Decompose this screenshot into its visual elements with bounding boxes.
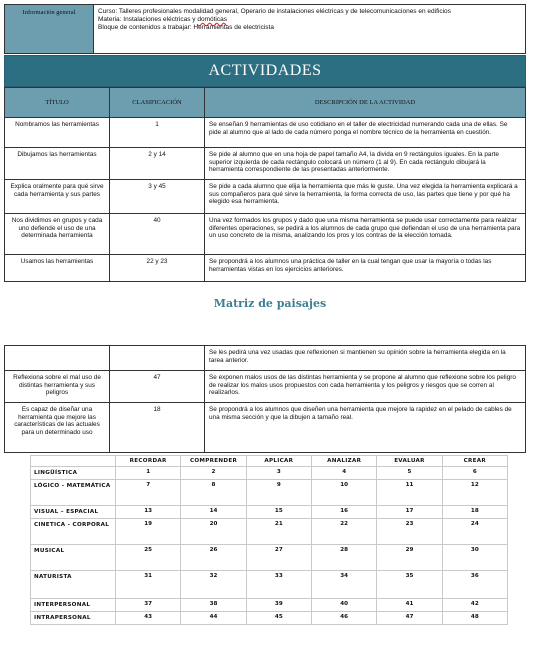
matrix-row-label: LÓGICO - MATEMÁTICA: [31, 480, 116, 506]
figure-caption: Matriz de paisajes: [213, 297, 327, 310]
table-row: [5, 403, 526, 453]
row-title: Usamos las herramientas: [5, 255, 110, 282]
matrix-cell: 33: [246, 571, 311, 599]
matrix-cell: 25: [116, 545, 181, 571]
matrix-cell: 38: [181, 599, 246, 612]
matrix-cell: 44: [181, 612, 246, 625]
row-description: Se exponen malos usos de las distintas herramienta y se propone al alumno que reflexione sobre los peligro de realizar los malos usos propuestos con cada herramienta y los peligros y riesgos que se corren al realizarlos.: [205, 371, 526, 403]
course-line: Curso: Talleres profesionales modalidad general, Operario de instalaciones eléctricas y de telecomunicaciones en edificios: [98, 8, 451, 15]
row-classification: 3 y 45: [110, 180, 205, 214]
table-row: [5, 255, 526, 282]
matrix-cell: 30: [442, 545, 507, 571]
matrix-row: [31, 480, 508, 506]
row-description: Se enseñan 9 herramientas de uso cotidiano en el taller de electricidad numerando cada una de ellas. Se pide al alumno que al lado de cada número ponga el nombre técnico de la herramienta en cuestión.: [205, 118, 526, 148]
matrix-row-label: VISUAL – ESPACIAL: [31, 506, 116, 519]
row-classification: 1: [110, 118, 205, 148]
matrix-corner: [31, 456, 116, 467]
matrix-cell: 46: [311, 612, 376, 625]
matrix-cell: 37: [116, 599, 181, 612]
table-row: [5, 346, 526, 371]
matrix-row-label: CINETICA - CORPORAL: [31, 519, 116, 545]
matrix-row: [31, 571, 508, 599]
matrix-cell: 41: [377, 599, 442, 612]
header-description: DESCRIPCIÓN DE LA ACTIVIDAD: [205, 88, 526, 118]
matrix-cell: 3: [246, 467, 311, 480]
matrix-cell: 13: [116, 506, 181, 519]
content-block-line: Bloque de contenidos a trabajar: Herramientas de electricista: [98, 24, 274, 31]
row-title: Dibujamos las herramientas: [5, 148, 110, 180]
matrix-cell: 18: [442, 506, 507, 519]
activities-table-continued: [4, 345, 526, 453]
matrix-cell: 6: [442, 467, 507, 480]
matrix-cell: 23: [377, 519, 442, 545]
row-classification: 2 y 14: [110, 148, 205, 180]
matrix-cell: 40: [311, 599, 376, 612]
matrix-row-label: INTERPERSONAL: [31, 599, 116, 612]
matrix-row-label: LINGÜÍSTICA: [31, 467, 116, 480]
matrix-cell: 19: [116, 519, 181, 545]
row-description: Se pide al alumno que en una hoja de papel tamaño A4, la divida en 9 rectángulos iguales. En la parte superior izquierda de cada rectángulo colocará un número (1 al 9). En cada rectángulo dibujará la herramienta correspondiente de las presentadas anteriormente.: [205, 148, 526, 180]
matrix-row: [31, 506, 508, 519]
matrix-col-header: ANALIZAR: [311, 456, 376, 467]
matrix-cell: 35: [377, 571, 442, 599]
matrix-cell: 36: [442, 571, 507, 599]
subject-line: Materia: Instalaciones eléctricas y domóticas: [98, 16, 227, 23]
table-row: [5, 371, 526, 403]
matrix-cell: 43: [116, 612, 181, 625]
matrix-col-header: EVALUAR: [377, 456, 442, 467]
matrix-cell: 12: [442, 480, 507, 506]
row-classification: 47: [110, 371, 205, 403]
matrix-cell: 27: [246, 545, 311, 571]
row-title: Es capaz de diseñar una herramienta que mejore las características de las actuales para un determinado uso: [5, 403, 110, 453]
row-description: Se propondrá a los alumnos una práctica de taller en la cual tengan que usar la mayoría o todas las herramientas vistas en los ejercicios anteriores.: [205, 255, 526, 282]
matrix-cell: 17: [377, 506, 442, 519]
row-classification: [110, 346, 205, 371]
row-classification: 40: [110, 214, 205, 255]
table-row: [5, 214, 526, 255]
matrix-col-header: RECORDAR: [116, 456, 181, 467]
matrix-cell: 16: [311, 506, 376, 519]
matrix-cell: 32: [181, 571, 246, 599]
spellcheck-word: domóticas: [197, 16, 227, 23]
matrix-cell: 24: [442, 519, 507, 545]
matrix-col-header: APLICAR: [246, 456, 311, 467]
row-description: Se pide a cada alumno que elija la herramienta que más le guste. Una vez elegida la herramienta explicará a sus compañeros para qué sirve la herramienta, la forma correcta de uso, las partes que tiene y por qué ha elegido esa herramienta.: [205, 180, 526, 214]
matrix-cell: 39: [246, 599, 311, 612]
row-title: Nos dividimos en grupos y cada uno defiende el uso de una determinada herramienta: [5, 214, 110, 255]
header-title: TÍTULO: [5, 88, 110, 118]
matrix-header-row: [31, 456, 508, 467]
row-title: [5, 346, 110, 371]
row-description: Una vez formados los grupos y dado que una misma herramienta se puede usar correctamente para realizar diferentes operaciones, se pedirá a los alumnos de cada grupo que defiendan el uso de una herramienta para un uso concreto de la misma, analizando los pros y los contras de la elección tomada.: [205, 214, 526, 255]
matrix-cell: 45: [246, 612, 311, 625]
row-description: Se les pedirá una vez usadas que reflexionen si mantienen su opinión sobre la herramienta elegida en la tarea anterior.: [205, 346, 526, 371]
matrix-cell: 20: [181, 519, 246, 545]
table-row: [5, 118, 526, 148]
info-text: [94, 5, 525, 53]
matrix-col-header: COMPRENDER: [181, 456, 246, 467]
matrix-cell: 42: [442, 599, 507, 612]
matrix-cell: 31: [116, 571, 181, 599]
matrix-row-label: NATURISTA: [31, 571, 116, 599]
matrix-cell: 11: [377, 480, 442, 506]
matrix-cell: 14: [181, 506, 246, 519]
matrix-row-label: INTRAPERSONAL: [31, 612, 116, 625]
matrix-cell: 8: [181, 480, 246, 506]
matrix-cell: 1: [116, 467, 181, 480]
matrix-cell: 28: [311, 545, 376, 571]
matrix-row: [31, 612, 508, 625]
activities-table: [4, 87, 526, 282]
matrix-row-label: MUSICAL: [31, 545, 116, 571]
table-row: [5, 148, 526, 180]
matrix-cell: 2: [181, 467, 246, 480]
matrix-col-header: CREAR: [442, 456, 507, 467]
row-classification: 18: [110, 403, 205, 453]
matrix-cell: 21: [246, 519, 311, 545]
matrix-cell: 34: [311, 571, 376, 599]
info-label: Información general: [5, 5, 94, 53]
row-title: Nombramos las herramientas: [5, 118, 110, 148]
table-header-row: [5, 88, 526, 118]
matrix-cell: 7: [116, 480, 181, 506]
matrix-cell: 5: [377, 467, 442, 480]
row-title: Explica oralmente para qué sirve cada herramienta y sus partes: [5, 180, 110, 214]
course-info-table: [4, 4, 526, 54]
matrix-cell: 4: [311, 467, 376, 480]
matrix-cell: 26: [181, 545, 246, 571]
matrix-cell: 48: [442, 612, 507, 625]
matrix-cell: 47: [377, 612, 442, 625]
row-title: Reflexiona sobre el mal uso de distintas herramienta y sus peligros: [5, 371, 110, 403]
matrix-row: [31, 519, 508, 545]
activities-title: ACTIVIDADES: [4, 55, 526, 87]
landscape-matrix: [30, 455, 508, 625]
row-description: Se propondrá a los alumnos que diseñen una herramienta que mejore la rapidez en el pelado de cables de una misma sección y que la dibujen a tamaño real.: [205, 403, 526, 453]
matrix-cell: 9: [246, 480, 311, 506]
matrix-cell: 10: [311, 480, 376, 506]
matrix-cell: 22: [311, 519, 376, 545]
matrix-cell: 15: [246, 506, 311, 519]
matrix-row: [31, 545, 508, 571]
matrix-row: [31, 467, 508, 480]
table-row: [5, 180, 526, 214]
row-classification: 22 y 23: [110, 255, 205, 282]
matrix-cell: 29: [377, 545, 442, 571]
matrix-row: [31, 599, 508, 612]
header-classification: CLASIFICACIÓN: [110, 88, 205, 118]
